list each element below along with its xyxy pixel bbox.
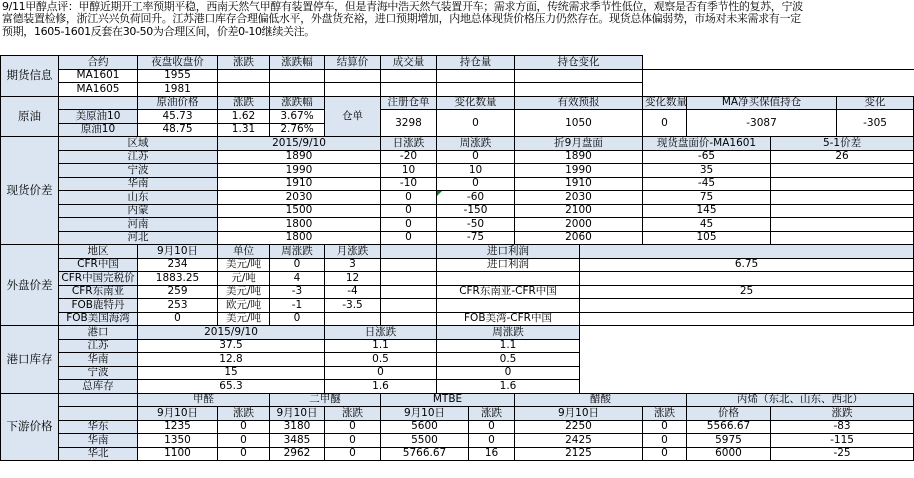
downstream-value-cell: 5566.67 [687,420,771,434]
spot-week-cell: -60 [437,191,515,205]
spot-week-cell: 10 [437,164,515,178]
header-cell: 成交量 [381,56,437,70]
header-cell: 2015/9/10 [218,137,381,151]
import-profit-value: 6.75 [580,258,914,272]
downstream-value-cell: 1100 [138,447,218,461]
spot-spread-cell: 26 [771,150,914,164]
empty-cell [381,83,437,97]
port-name-cell: 总库存 [59,380,138,394]
subheader-cell: 涨跌 [325,407,381,421]
downstream-value-cell: 0 [643,447,687,461]
spot-region-cell: 河南 [59,218,218,232]
futures-row [1,83,914,97]
futures-row [1,69,914,83]
product-header: MTBE [381,393,515,407]
crude-header-row [1,96,914,110]
empty-cell [325,69,381,83]
downstream-region-cell: 华北 [59,447,138,461]
spot-basis-cell: -65 [643,150,771,164]
downstream-value-cell: 0 [218,434,270,448]
external-price-cell: 234 [138,258,218,272]
external-row [1,312,914,326]
empty-cell [381,285,437,299]
empty-cell [381,312,437,326]
empty-cell [381,69,437,83]
external-price-cell: 1883.25 [138,272,218,286]
empty-cell [381,299,437,313]
external-price-cell: 0 [138,312,218,326]
spot-day-cell: 0 [381,231,437,245]
warrant-value: 0 [437,110,515,137]
product-header: 醋酸 [515,393,687,407]
section-label-external: 外盘价差 [1,245,59,326]
spot-week-cell: -75 [437,231,515,245]
downstream-row [1,447,914,461]
section-label-port: 港口库存 [1,326,59,394]
downstream-value-cell: 0 [218,420,270,434]
header-cell: 9月10日 [138,245,218,259]
spot-week-cell: 0 [437,177,515,191]
section-label-downstream: 下游价格 [1,393,59,461]
external-week-cell: 0 [270,258,325,272]
external-month-cell: 3 [325,258,381,272]
section-label-futures: 期货信息 [1,56,59,97]
subheader-cell: 9月10日 [515,407,643,421]
sea-spread-value: 25 [580,285,914,299]
header-cell: 夜盘收盘价 [138,56,218,70]
empty-cell [643,56,914,70]
spot-basis-cell: -45 [643,177,771,191]
spot-row [1,150,914,164]
downstream-value-cell: -83 [771,420,914,434]
spot-region-cell: 江苏 [59,150,218,164]
downstream-value-cell: 5975 [687,434,771,448]
downstream-value-cell: 3485 [270,434,325,448]
port-day-cell: 1.1 [325,339,437,353]
external-region-cell: CFR中国完税价 [59,272,138,286]
commentary-text: 9/11甲醇点评：甲醇近期开工率预期平稳，西南天然气甲醇有装置停车，但是青海中浩天然气装置开车；需求方面，传统需求季节性低位，观察是否有季节性的复苏，宁波富德装置检修，浙江兴兴负荷回升。江苏港口库存合理偏低水平，外盘货充裕，进口预期增加，内地总体现货价格压力仍然存在。现货总体偏弱势，市场对未来需求有一定预期，1605-1601反套在30-50为合理区间，价差0-10继续关注。 [2,0,803,38]
empty-cell [580,312,914,326]
port-day-cell: 0 [325,366,437,380]
port-name-cell: 华南 [59,353,138,367]
empty-cell [580,299,914,313]
empty-cell [59,407,138,421]
external-row [1,258,914,272]
downstream-region-cell: 华东 [59,420,138,434]
empty-cell [381,258,437,272]
spot-day-cell: 0 [381,191,437,205]
subheader-cell: 9月10日 [270,407,325,421]
port-row [1,339,914,353]
product-header: 甲醛 [138,393,270,407]
header-cell: 合约 [59,56,138,70]
spot-basis-cell: 105 [643,231,771,245]
empty-cell [643,83,914,97]
external-region-cell: FOB美国海湾 [59,312,138,326]
spot-conv-cell: 2030 [515,191,643,205]
import-profit-label: 进口利润 [437,258,580,272]
header-cell: 涨跌幅 [270,96,325,110]
external-week-cell: -1 [270,299,325,313]
spot-region-cell: 内蒙 [59,204,218,218]
empty-cell [580,245,914,259]
product-header: 二甲醚 [270,393,381,407]
product-header: 丙烯（东北、山东、西北） [687,393,914,407]
downstream-row [1,434,914,448]
spot-basis-cell: 45 [643,218,771,232]
header-cell: 2015/9/10 [138,326,325,340]
header-cell: 变化 [837,96,914,110]
external-unit-cell: 欧元/吨 [218,299,270,313]
downstream-value-cell: 16 [469,447,515,461]
spot-price-cell: 1990 [218,164,381,178]
warrant-value: 3298 [381,110,437,137]
warrant-value: 1050 [515,110,643,137]
empty-cell [270,69,325,83]
downstream-value-cell: 5500 [381,434,469,448]
downstream-product-row [1,393,914,407]
header-cell: 结算价 [325,56,381,70]
crude-pct-cell: 2.76% [270,123,325,137]
empty-cell [580,366,914,380]
downstream-value-cell: 3180 [270,420,325,434]
crude-change-cell: 1.62 [218,110,270,124]
downstream-value-cell: 5766.67 [381,447,469,461]
downstream-value-cell: -115 [771,434,914,448]
empty-cell [59,96,138,110]
subheader-cell: 涨跌 [643,407,687,421]
empty-cell [580,380,914,394]
port-week-cell: 1.6 [437,380,580,394]
empty-cell [580,353,914,367]
spot-spread-cell [771,204,914,218]
crude-name-cell: 原油10 [59,123,138,137]
external-week-cell: 0 [270,312,325,326]
external-month-cell: 12 [325,272,381,286]
downstream-value-cell: 2425 [515,434,643,448]
header-cell: 注册仓单 [381,96,437,110]
empty-cell [381,245,437,259]
spot-day-cell: 0 [381,204,437,218]
empty-cell [515,83,643,97]
spot-conv-cell: 2000 [515,218,643,232]
downstream-value-cell: 0 [325,447,381,461]
crude-name-cell: 美原油10 [59,110,138,124]
header-cell: 原油价格 [138,96,218,110]
header-cell: 涨跌幅 [270,56,325,70]
fob-spread-label: FOB美湾-CFR中国 [437,312,580,326]
spot-conv-cell: 1890 [515,150,643,164]
spot-basis-cell: 75 [643,191,771,205]
spot-conv-cell: 1910 [515,177,643,191]
warrant-value: -3087 [687,110,837,137]
downstream-value-cell: 0 [218,447,270,461]
spot-row [1,164,914,178]
header-cell: MA净买保值持仓 [687,96,837,110]
downstream-region-cell: 华南 [59,434,138,448]
external-price-cell: 259 [138,285,218,299]
spot-basis-cell: 35 [643,164,771,178]
spot-conv-cell: 2100 [515,204,643,218]
external-region-cell: CFR中国 [59,258,138,272]
spot-spread-cell [771,177,914,191]
header-cell: 单位 [218,245,270,259]
header-cell: 日涨跌 [325,326,437,340]
header-cell: 有效预报 [515,96,643,110]
header-cell: 涨跌 [218,56,270,70]
downstream-value-cell: 1350 [138,434,218,448]
header-cell: 周涨跌 [270,245,325,259]
downstream-value-cell: 2125 [515,447,643,461]
empty-cell [580,339,914,353]
external-unit-cell: 元/吨 [218,272,270,286]
external-header-row [1,245,914,259]
external-row [1,272,914,286]
section-label-spot: 现货价差 [1,137,59,245]
external-month-cell: -3.5 [325,299,381,313]
header-cell: 地区 [59,245,138,259]
downstream-value-cell: 0 [469,420,515,434]
subheader-cell: 涨跌 [771,407,914,421]
empty-cell [515,69,643,83]
port-stock-cell: 37.5 [138,339,325,353]
header-cell: 变化数量 [437,96,515,110]
external-row [1,299,914,313]
header-cell: 现货盘面价-MA1601 [643,137,771,151]
empty-cell [437,272,580,286]
header-cell: 周涨跌 [437,137,515,151]
spot-price-cell: 1910 [218,177,381,191]
empty-cell [325,83,381,97]
downstream-value-cell: 0 [643,434,687,448]
spot-day-cell: 0 [381,218,437,232]
external-row [1,285,914,299]
downstream-value-cell: 0 [325,420,381,434]
empty-cell [643,69,914,83]
subheader-cell: 价格 [687,407,771,421]
subheader-cell: 9月10日 [381,407,469,421]
empty-cell [218,69,270,83]
header-cell: 周涨跌 [437,326,580,340]
spot-row [1,177,914,191]
header-cell: 港口 [59,326,138,340]
external-region-cell: FOB鹿特丹 [59,299,138,313]
spot-price-cell: 1500 [218,204,381,218]
downstream-row [1,420,914,434]
contract-cell: MA1605 [59,83,138,97]
port-day-cell: 0.5 [325,353,437,367]
downstream-value-cell: 0 [469,434,515,448]
external-month-cell [325,312,381,326]
port-week-cell: 1.1 [437,339,580,353]
methanol-data-sheet [0,55,914,461]
import-header: 进口利润 [437,245,580,259]
header-cell: 变化数量 [643,96,687,110]
spot-week-cell: -150 [437,204,515,218]
spot-header-row [1,137,914,151]
spot-spread-cell [771,191,914,205]
port-row [1,353,914,367]
spot-spread-cell [771,164,914,178]
spot-price-cell: 1800 [218,231,381,245]
header-cell: 5-1价差 [771,137,914,151]
spot-day-cell: -10 [381,177,437,191]
spot-region-cell: 山东 [59,191,218,205]
port-stock-cell: 12.8 [138,353,325,367]
external-unit-cell: 美元/吨 [218,285,270,299]
downstream-value-cell: -25 [771,447,914,461]
header-cell: 持仓变化 [515,56,643,70]
empty-cell [437,299,580,313]
contract-cell: MA1601 [59,69,138,83]
spot-row [1,204,914,218]
spot-conv-cell: 1990 [515,164,643,178]
spot-row [1,191,914,205]
header-cell: 区域 [59,137,218,151]
port-week-cell: 0 [437,366,580,380]
downstream-value-cell: 2250 [515,420,643,434]
spot-price-cell: 1800 [218,218,381,232]
subheader-cell: 9月10日 [138,407,218,421]
crude-pct-cell: 3.67% [270,110,325,124]
header-cell: 日涨跌 [381,137,437,151]
external-week-cell: 4 [270,272,325,286]
crude-change-cell: 1.31 [218,123,270,137]
spot-region-cell: 华南 [59,177,218,191]
warrant-value: 0 [643,110,687,137]
external-unit-cell: 美元/吨 [218,258,270,272]
external-price-cell: 253 [138,299,218,313]
downstream-value-cell: 1235 [138,420,218,434]
downstream-value-cell: 6000 [687,447,771,461]
empty-cell [437,83,515,97]
header-cell: 涨跌 [218,96,270,110]
empty-cell [381,272,437,286]
section-label-crude: 原油 [1,96,59,137]
spot-row [1,218,914,232]
downstream-value-cell: 0 [325,434,381,448]
port-week-cell: 0.5 [437,353,580,367]
spot-basis-cell: 145 [643,204,771,218]
header-cell: 持仓量 [437,56,515,70]
downstream-value-cell: 2962 [270,447,325,461]
spot-week-cell: 0 [437,150,515,164]
spot-day-cell: -20 [381,150,437,164]
port-name-cell: 江苏 [59,339,138,353]
downstream-value-cell: 5600 [381,420,469,434]
crude-price-cell: 45.73 [138,110,218,124]
port-stock-cell: 15 [138,366,325,380]
external-month-cell: -4 [325,285,381,299]
empty-cell [59,393,138,407]
spot-spread-cell [771,231,914,245]
futures-header-row [1,56,914,70]
spot-price-cell: 2030 [218,191,381,205]
empty-cell [580,326,914,340]
external-week-cell: -3 [270,285,325,299]
subheader-cell: 涨跌 [218,407,270,421]
spot-price-cell: 1890 [218,150,381,164]
crude-row [1,110,914,124]
spot-spread-cell [771,218,914,232]
external-unit-cell: 美元/吨 [218,312,270,326]
port-row [1,380,914,394]
warrant-value: -305 [837,110,914,137]
empty-cell [218,83,270,97]
downstream-subheader-row [1,407,914,421]
spot-region-cell: 河北 [59,231,218,245]
empty-cell [270,83,325,97]
header-cell: 折9月盘面 [515,137,643,151]
port-header-row [1,326,914,340]
sea-spread-label: CFR东南亚-CFR中国 [437,285,580,299]
night-close-cell: 1955 [138,69,218,83]
external-region-cell: CFR东南亚 [59,285,138,299]
port-row [1,366,914,380]
port-stock-cell: 65.3 [138,380,325,394]
subheader-cell: 涨跌 [469,407,515,421]
warrant-label: 仓单 [325,96,381,137]
empty-cell [580,272,914,286]
spot-region-cell: 宁波 [59,164,218,178]
spot-row [1,231,914,245]
spot-week-cell: -50 [437,218,515,232]
crude-price-cell: 48.75 [138,123,218,137]
empty-cell [437,69,515,83]
night-close-cell: 1981 [138,83,218,97]
spot-day-cell: 10 [381,164,437,178]
spot-conv-cell: 2060 [515,231,643,245]
downstream-value-cell: 0 [643,420,687,434]
header-cell: 月涨跌 [325,245,381,259]
port-name-cell: 宁波 [59,366,138,380]
port-day-cell: 1.6 [325,380,437,394]
